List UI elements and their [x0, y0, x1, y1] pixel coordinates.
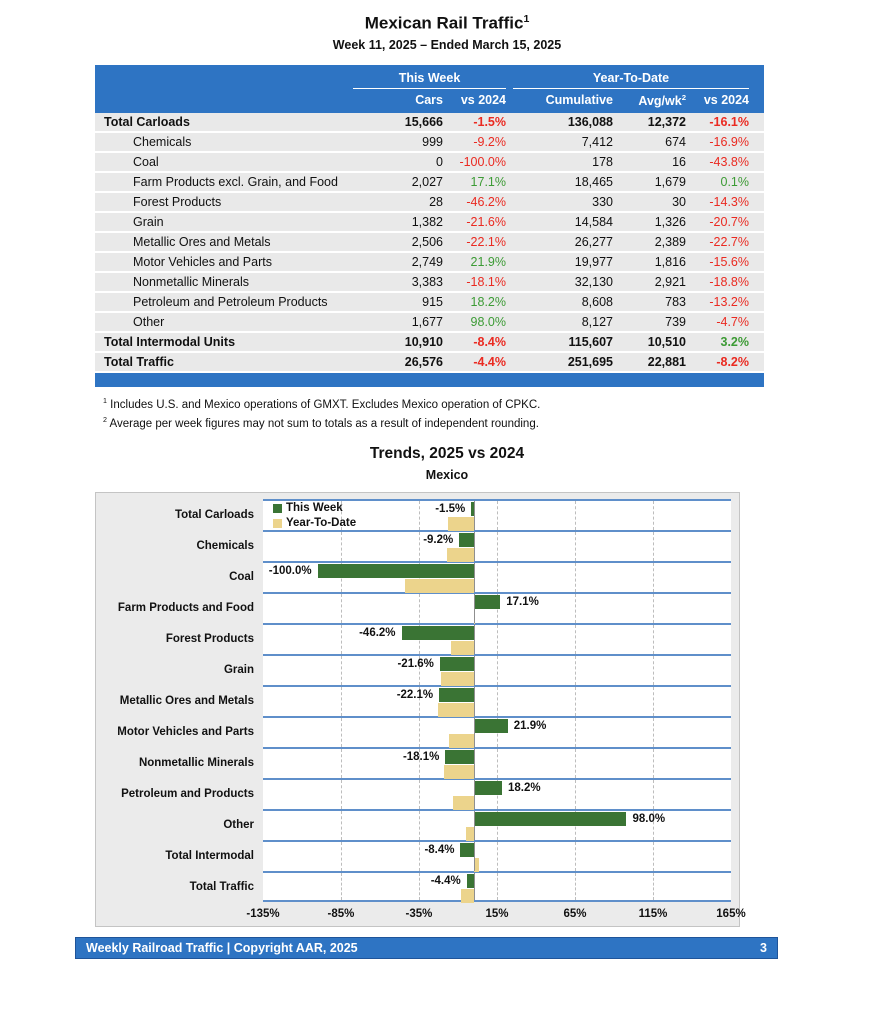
zero-axis-line — [474, 780, 475, 809]
row-label: Petroleum and Petroleum Products — [133, 294, 328, 309]
gridline — [653, 563, 654, 592]
gridline — [419, 501, 420, 530]
zero-axis-line — [474, 718, 475, 747]
cell-cars: 2,749 — [411, 254, 443, 269]
group-header-this-week: This Week — [353, 71, 506, 89]
table-row — [95, 233, 764, 251]
gridline — [497, 563, 498, 592]
gridline — [341, 749, 342, 778]
avgwk-footnote-marker: 2 — [681, 92, 686, 102]
bar-this-week — [439, 688, 473, 702]
column-header-avg-per-week — [613, 93, 686, 108]
cell-week-vs-2024: -21.6% — [466, 214, 506, 229]
gridline — [653, 842, 654, 871]
zero-axis-line — [474, 625, 475, 654]
page-footer — [75, 937, 778, 959]
gridline — [497, 687, 498, 716]
year-to-date-swatch-icon — [273, 519, 282, 528]
column-header-week-vs-2024: vs 2024 — [460, 92, 506, 107]
chart-category-label: Motor Vehicles and Parts — [117, 725, 254, 738]
cell-ytd-vs-2024: -20.7% — [709, 214, 749, 229]
cell-cumulative: 8,608 — [581, 294, 613, 309]
gridline — [575, 842, 576, 871]
bar-value-label: -18.1% — [402, 751, 440, 764]
cell-cars: 28 — [429, 194, 443, 209]
column-header-cumulative: Cumulative — [545, 92, 613, 107]
cell-cumulative: 136,088 — [567, 114, 613, 129]
zero-axis-line — [474, 656, 475, 685]
bar-year-to-date — [449, 734, 473, 748]
gridline — [419, 594, 420, 623]
bar-year-to-date — [466, 827, 473, 841]
bar-value-label: 21.9% — [513, 720, 547, 733]
chart-row — [96, 530, 731, 561]
table-row — [95, 113, 764, 131]
x-axis-tick-label: 65% — [563, 908, 587, 921]
chart-category-label: Nonmetallic Minerals — [138, 756, 254, 769]
gridline — [575, 501, 576, 530]
cell-cars: 3,383 — [411, 274, 443, 289]
cell-avg-per-week: 674 — [665, 134, 686, 149]
cell-week-vs-2024: 17.1% — [470, 174, 506, 189]
chart-row — [96, 499, 731, 530]
traffic-table — [95, 65, 764, 387]
cell-cars: 1,382 — [411, 214, 443, 229]
gridline — [497, 656, 498, 685]
zero-axis-line — [474, 687, 475, 716]
gridline — [419, 718, 420, 747]
cell-cumulative: 32,130 — [574, 274, 613, 289]
cell-ytd-vs-2024: -15.6% — [709, 254, 749, 269]
gridline — [497, 842, 498, 871]
gridline — [575, 780, 576, 809]
cell-avg-per-week: 2,389 — [654, 234, 686, 249]
x-axis-tick-label: 115% — [638, 908, 668, 921]
gridline — [341, 532, 342, 561]
gridline — [341, 594, 342, 623]
chart-plot-cell — [263, 871, 731, 902]
cell-cumulative: 19,977 — [574, 254, 613, 269]
bar-value-label: 18.2% — [507, 782, 541, 795]
cell-cumulative: 178 — [592, 154, 613, 169]
table-group-header-row — [95, 71, 749, 89]
bar-this-week — [445, 750, 473, 764]
cell-cars: 1,677 — [411, 314, 443, 329]
cell-avg-per-week: 16 — [672, 154, 686, 169]
cell-cumulative: 115,607 — [568, 334, 613, 349]
cell-ytd-vs-2024: -14.3% — [709, 194, 749, 209]
row-label: Farm Products excl. Grain, and Food — [133, 174, 338, 189]
row-label: Motor Vehicles and Parts — [133, 254, 272, 269]
table-row — [95, 153, 764, 171]
bar-value-label: -9.2% — [423, 534, 454, 547]
chart-category-label: Total Carloads — [174, 508, 254, 521]
chart-category-label: Grain — [223, 663, 254, 676]
cell-avg-per-week: 10,510 — [647, 334, 686, 349]
chart-category-label: Total Traffic — [189, 880, 254, 893]
footnote-2 — [103, 416, 894, 430]
table-row — [95, 133, 764, 151]
cell-avg-per-week: 12,372 — [647, 114, 686, 129]
chart-plot-cell — [263, 840, 731, 871]
row-label: Metallic Ores and Metals — [133, 234, 271, 249]
cell-cumulative: 26,277 — [574, 234, 613, 249]
table-row — [95, 253, 764, 271]
gridline — [341, 780, 342, 809]
chart-category-label: Petroleum and Products — [121, 787, 254, 800]
row-label: Nonmetallic Minerals — [133, 274, 250, 289]
chart-title: Trends, 2025 vs 2024 — [369, 445, 525, 463]
cell-week-vs-2024: 21.9% — [470, 254, 506, 269]
table-row — [95, 213, 764, 231]
chart-row — [96, 685, 731, 716]
bar-value-label: 17.1% — [506, 596, 539, 609]
cell-ytd-vs-2024: -13.2% — [709, 294, 749, 309]
bar-value-label: -4.4% — [430, 875, 461, 888]
chart-plot-cell — [263, 530, 731, 561]
cell-cars: 2,506 — [411, 234, 443, 249]
bar-value-label: -100.0% — [268, 565, 312, 578]
gridline — [653, 625, 654, 654]
cell-cars: 10,910 — [404, 334, 443, 349]
cell-week-vs-2024: 18.2% — [470, 294, 506, 309]
table-row — [95, 313, 764, 331]
footnote-2-marker: 2 — [103, 415, 107, 424]
cell-avg-per-week: 1,679 — [654, 174, 686, 189]
chart-plot-cell — [263, 778, 731, 809]
gridline — [341, 687, 342, 716]
cell-week-vs-2024: 98.0% — [470, 314, 506, 329]
cell-week-vs-2024: -22.1% — [466, 234, 506, 249]
cell-cars: 2,027 — [411, 174, 443, 189]
chart-x-axis — [246, 902, 746, 924]
gridline — [497, 532, 498, 561]
table-body — [95, 113, 764, 371]
cell-cumulative: 8,127 — [581, 314, 613, 329]
cell-avg-per-week: 739 — [665, 314, 686, 329]
cell-cumulative: 7,412 — [581, 134, 613, 149]
cell-cumulative: 14,584 — [574, 214, 613, 229]
gridline — [419, 811, 420, 840]
chart-subtitle: Mexico — [425, 468, 469, 483]
cell-cars: 0 — [436, 154, 443, 169]
chart-plot-cell — [263, 592, 731, 623]
chart-category-label: Metallic Ores and Metals — [119, 694, 254, 707]
table-bottom-bar — [95, 373, 764, 387]
table-row — [95, 353, 764, 371]
zero-axis-line — [474, 532, 475, 561]
table-row — [95, 273, 764, 291]
bar-this-week — [318, 564, 474, 578]
gridline — [653, 501, 654, 530]
table-row — [95, 293, 764, 311]
row-label: Total Traffic — [104, 354, 174, 369]
cell-cars: 15,666 — [404, 114, 443, 129]
chart-plot-cell — [263, 561, 731, 592]
chart-legend — [273, 501, 356, 531]
legend-entry-this-week — [273, 501, 356, 516]
bar-year-to-date — [441, 672, 473, 686]
zero-axis-line — [474, 842, 475, 871]
row-label: Total Intermodal Units — [104, 334, 236, 349]
gridline — [419, 842, 420, 871]
chart-plot-cell — [263, 685, 731, 716]
row-label: Grain — [133, 214, 164, 229]
chart-row — [96, 561, 731, 592]
cell-avg-per-week: 1,326 — [654, 214, 686, 229]
cell-ytd-vs-2024: -16.1% — [709, 114, 749, 129]
bar-year-to-date — [405, 579, 473, 593]
bar-this-week — [467, 874, 474, 888]
cell-cars: 915 — [422, 294, 443, 309]
gridline — [653, 687, 654, 716]
page-title-footnote-marker: 1 — [523, 13, 530, 25]
chart-rows — [96, 499, 731, 902]
bar-year-to-date — [453, 796, 474, 810]
column-header-cars: Cars — [415, 92, 443, 107]
row-label: Forest Products — [133, 194, 222, 209]
cell-avg-per-week: 30 — [672, 194, 686, 209]
table-row — [95, 193, 764, 211]
cell-avg-per-week: 1,816 — [654, 254, 686, 269]
chart-category-label: Total Intermodal — [165, 849, 254, 862]
legend-label: Year-To-Date — [286, 517, 357, 530]
cell-cumulative: 330 — [592, 194, 613, 209]
gridline — [419, 873, 420, 900]
gridline — [341, 656, 342, 685]
gridline — [341, 718, 342, 747]
chart-plot-cell — [263, 623, 731, 654]
trends-bar-chart — [95, 492, 746, 927]
bar-this-week — [474, 781, 502, 795]
footnote-1-marker: 1 — [103, 396, 107, 405]
zero-axis-line — [474, 594, 475, 623]
zero-axis-line — [474, 563, 475, 592]
cell-ytd-vs-2024: -16.9% — [709, 134, 749, 149]
bar-year-to-date — [461, 889, 474, 903]
gridline — [653, 594, 654, 623]
cell-cars: 26,576 — [404, 354, 443, 369]
gridline — [497, 501, 498, 530]
bar-year-to-date — [447, 548, 473, 562]
chart-row — [96, 871, 731, 902]
cell-ytd-vs-2024: -22.7% — [709, 234, 749, 249]
chart-plot-cell — [263, 654, 731, 685]
cell-cumulative: 18,465 — [574, 174, 613, 189]
gridline — [497, 749, 498, 778]
chart-category-label: Chemicals — [196, 539, 254, 552]
table-header — [95, 65, 764, 113]
bar-value-label: -8.4% — [424, 844, 455, 857]
chart-row — [96, 592, 731, 623]
gridline — [653, 749, 654, 778]
footnotes — [103, 397, 894, 430]
bar-this-week — [474, 595, 501, 609]
bar-year-to-date — [448, 517, 473, 531]
zero-axis-line — [474, 873, 475, 900]
gridline — [497, 873, 498, 900]
gridline — [653, 532, 654, 561]
bar-this-week — [460, 843, 473, 857]
x-axis-tick-label: -85% — [327, 908, 355, 921]
cell-week-vs-2024: -9.2% — [473, 134, 506, 149]
chart-row — [96, 716, 731, 747]
x-axis-tick-label: -35% — [405, 908, 433, 921]
chart-category-label: Forest Products — [165, 632, 254, 645]
gridline — [575, 532, 576, 561]
gridline — [575, 656, 576, 685]
gridline — [575, 594, 576, 623]
gridline — [575, 563, 576, 592]
table-row — [95, 333, 764, 351]
row-label: Total Carloads — [104, 114, 190, 129]
column-header-ytd-vs-2024: vs 2024 — [703, 92, 749, 107]
cell-ytd-vs-2024: -18.8% — [709, 274, 749, 289]
bar-this-week — [474, 719, 508, 733]
chart-category-label: Farm Products and Food — [117, 601, 254, 614]
page-subtitle: Week 11, 2025 – Ended March 15, 2025 — [332, 37, 562, 52]
zero-axis-line — [474, 501, 475, 530]
gridline — [419, 780, 420, 809]
chart-row — [96, 623, 731, 654]
gridline — [497, 625, 498, 654]
bar-value-label: -46.2% — [359, 627, 396, 640]
x-axis-tick-label: 15% — [485, 908, 509, 921]
row-label: Coal — [133, 154, 159, 169]
cell-avg-per-week: 783 — [665, 294, 686, 309]
cell-week-vs-2024: -46.2% — [466, 194, 506, 209]
table-column-header-row — [95, 93, 749, 108]
gridline — [341, 625, 342, 654]
this-week-swatch-icon — [273, 504, 282, 513]
row-label: Other — [133, 314, 165, 329]
chart-plot-cell — [263, 499, 731, 530]
bar-this-week — [402, 626, 474, 640]
footer-text: Weekly Railroad Traffic | Copyright AAR, 2025 — [86, 941, 358, 956]
legend-label: This Week — [286, 502, 343, 515]
chart-plot-cell — [263, 716, 731, 747]
chart-category-label: Other — [223, 818, 254, 831]
chart-row — [96, 840, 731, 871]
cell-week-vs-2024: -18.1% — [466, 274, 506, 289]
gridline — [653, 718, 654, 747]
cell-cumulative: 251,695 — [567, 354, 613, 369]
cell-week-vs-2024: -100.0% — [459, 154, 506, 169]
gridline — [653, 780, 654, 809]
bar-this-week — [474, 812, 627, 826]
bar-value-label: -1.5% — [435, 503, 466, 516]
bar-value-label: -22.1% — [396, 689, 434, 702]
bar-this-week — [459, 533, 473, 547]
column-header-spacer — [95, 93, 353, 108]
chart-plot-cell — [263, 809, 731, 840]
x-axis-tick-label: 165% — [716, 908, 746, 921]
bar-value-label: 98.0% — [632, 813, 666, 826]
cell-ytd-vs-2024: -8.2% — [716, 354, 749, 369]
bar-value-label: -21.6% — [397, 658, 434, 671]
avgwk-label: Avg/wk — [638, 93, 682, 108]
gridline — [575, 718, 576, 747]
row-label: Chemicals — [133, 134, 192, 149]
table-row — [95, 173, 764, 191]
bar-year-to-date — [438, 703, 473, 717]
chart-row — [96, 809, 731, 840]
footnote-1 — [103, 397, 894, 411]
x-axis-tick-label: -135% — [246, 908, 280, 921]
gridline — [341, 811, 342, 840]
chart-row — [96, 654, 731, 685]
page-number: 3 — [760, 941, 767, 956]
chart-row — [96, 747, 731, 778]
gridline — [575, 749, 576, 778]
gridline — [419, 532, 420, 561]
bar-this-week — [440, 657, 474, 671]
cell-avg-per-week: 2,921 — [654, 274, 686, 289]
cell-ytd-vs-2024: 3.2% — [720, 334, 749, 349]
legend-entry-year-to-date — [273, 516, 356, 531]
cell-week-vs-2024: -4.4% — [473, 354, 506, 369]
gridline — [653, 873, 654, 900]
footnote-1-text: Includes U.S. and Mexico operations of GMXT. Excludes Mexico operation of CPKC. — [110, 398, 541, 411]
chart-plot-cell — [263, 747, 731, 778]
page-title-text: Mexican Rail Traffic — [364, 13, 524, 33]
cell-ytd-vs-2024: 0.1% — [720, 174, 749, 189]
cell-week-vs-2024: -1.5% — [473, 114, 506, 129]
cell-cars: 999 — [422, 134, 443, 149]
bar-year-to-date — [444, 765, 473, 779]
footnote-2-text: Average per week figures may not sum to totals as a result of independent rounding. — [109, 417, 539, 430]
zero-axis-line — [474, 749, 475, 778]
gridline — [653, 656, 654, 685]
cell-ytd-vs-2024: -43.8% — [709, 154, 749, 169]
cell-avg-per-week: 22,881 — [647, 354, 686, 369]
chart-category-label: Coal — [229, 570, 254, 583]
chart-row — [96, 778, 731, 809]
gridline — [575, 873, 576, 900]
group-header-year-to-date: Year-To-Date — [513, 71, 749, 89]
bar-year-to-date — [451, 641, 473, 655]
gridline — [341, 842, 342, 871]
gridline — [341, 873, 342, 900]
page-title — [0, 0, 894, 34]
gridline — [575, 625, 576, 654]
gridline — [575, 687, 576, 716]
cell-ytd-vs-2024: -4.7% — [716, 314, 749, 329]
zero-axis-line — [474, 811, 475, 840]
cell-week-vs-2024: -8.4% — [473, 334, 506, 349]
